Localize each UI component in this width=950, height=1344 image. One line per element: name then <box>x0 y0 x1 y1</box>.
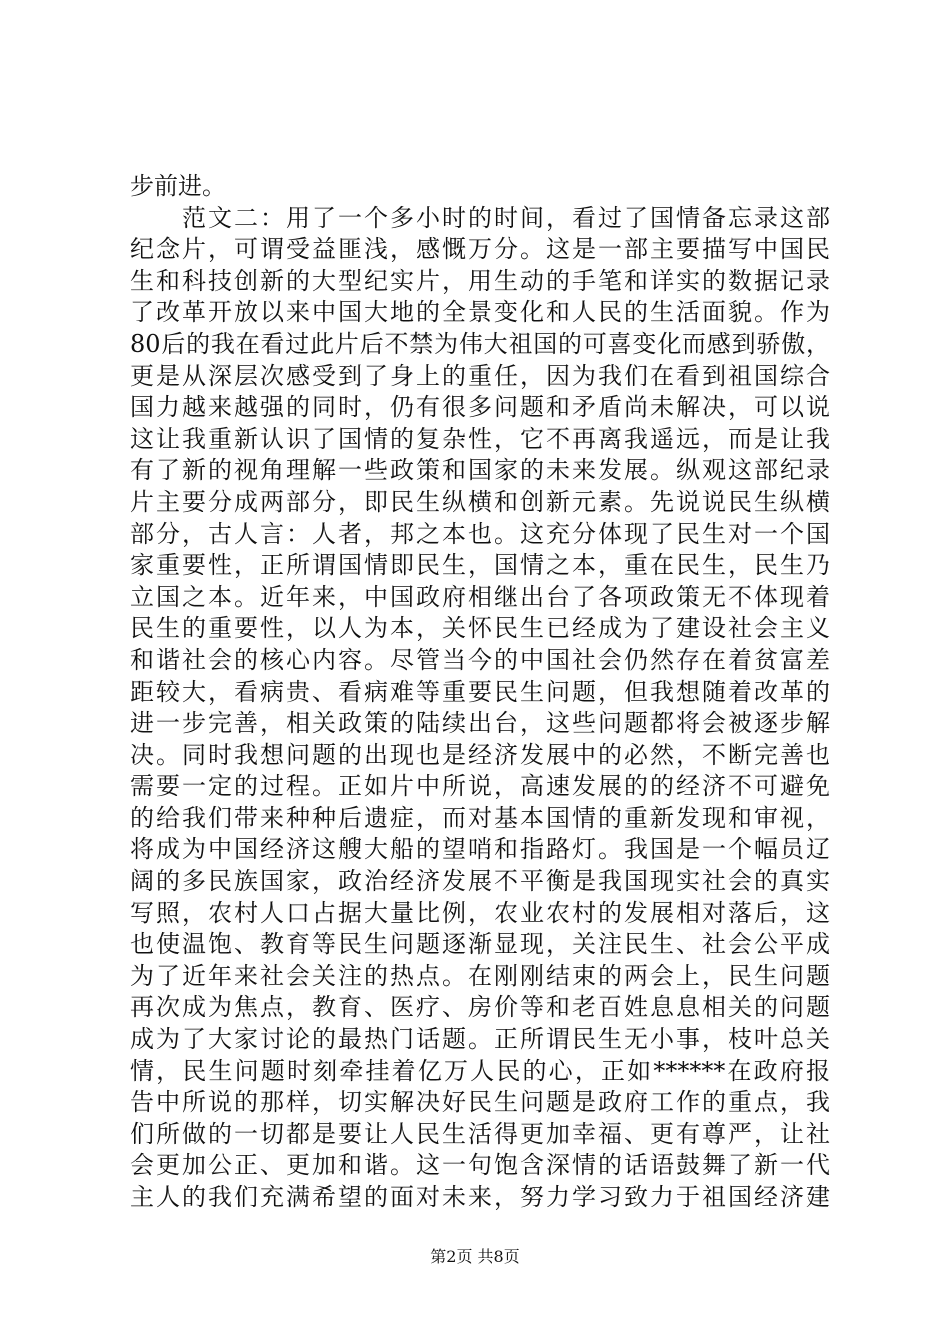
text-line: 生和科技创新的大型纪实片，用生动的手笔和详实的数据记录 <box>130 266 830 295</box>
text-line: 和谐社会的核心内容。尽管当今的中国社会仍然存在着贫富差 <box>130 645 830 674</box>
text-line: 民生的重要性，以人为本，关怀民生已经成为了建设社会主义 <box>130 614 830 643</box>
body-text <box>130 171 830 1214</box>
text-line: 情，民生问题时刻牵挂着亿万人民的心，正如******在政府报 <box>130 1056 830 1085</box>
text-line: 这让我重新认识了国情的复杂性，它不再离我遥远，而是让我 <box>130 424 830 453</box>
text-line: 纪念片，可谓受益匪浅，感慨万分。这是一部主要描写中国民 <box>130 235 830 264</box>
text-line: 需要一定的过程。正如片中所说，高速发展的的经济不可避免 <box>130 772 830 801</box>
text-line: 80后的我在看过此片后不禁为伟大祖国的可喜变化而感到骄傲， <box>130 329 830 358</box>
text-line: 步前进。 <box>130 172 226 200</box>
text-line: 告中所说的那样，切实解决好民生问题是政府工作的重点，我 <box>130 1088 830 1117</box>
text-line: 们所做的一切都是要让人民生活得更加幸福、更有尊严，让社 <box>130 1119 830 1148</box>
text-line: 进一步完善，相关政策的陆续出台，这些问题都将会被逐步解 <box>130 709 830 738</box>
text-line: 决。同时我想问题的出现也是经济发展中的必然，不断完善也 <box>130 740 830 769</box>
text-line: 也使温饱、教育等民生问题逐渐显现，关注民生、社会公平成 <box>130 930 830 959</box>
text-line: 会更加公正、更加和谐。这一句饱含深情的话语鼓舞了新一代 <box>130 1151 830 1180</box>
text-line: 更是从深层次感受到了身上的重任，因为我们在看到祖国综合 <box>130 361 830 390</box>
text-line: 阔的多民族国家，政治经济发展不平衡是我国现实社会的真实 <box>130 867 830 896</box>
text-line: 为了近年来社会关注的热点。在刚刚结束的两会上，民生问题 <box>130 961 830 990</box>
text-line: 家重要性，正所谓国情即民生，国情之本，重在民生，民生乃 <box>130 551 830 580</box>
text-line: 成为了大家讨论的最热门话题。正所谓民生无小事，枝叶总关 <box>130 1025 830 1054</box>
text-line: 片主要分成两部分，即民生纵横和创新元素。先说说民生纵横 <box>130 487 830 516</box>
text-line: 再次成为焦点，教育、医疗、房价等和老百姓息息相关的问题 <box>130 993 830 1022</box>
text-line: 国力越来越强的同时，仍有很多问题和矛盾尚未解决，可以说 <box>130 393 830 422</box>
text-line: 主人的我们充满希望的面对未来，努力学习致力于祖国经济建 <box>130 1183 830 1211</box>
text-line: 部分，古人言：人者，邦之本也。这充分体现了民生对一个国 <box>130 519 830 548</box>
text-line: 将成为中国经济这艘大船的望哨和指路灯。我国是一个幅员辽 <box>130 835 830 864</box>
text-line: 了改革开放以来中国大地的全景变化和人民的生活面貌。作为 <box>130 298 830 327</box>
text-line: 范文二：用了一个多小时的时间，看过了国情备忘录这部 <box>130 203 830 232</box>
text-line: 距较大，看病贵、看病难等重要民生问题，但我想随着改革的 <box>130 677 830 706</box>
text-line: 有了新的视角理解一些政策和国家的未来发展。纵观这部纪录 <box>130 456 830 485</box>
page-footer: 第2页 共8页 <box>430 1247 520 1266</box>
text-line: 的给我们带来种种后遗症，而对基本国情的重新发现和审视， <box>130 803 830 832</box>
text-line: 写照，农村人口占据大量比例，农业农村的发展相对落后，这 <box>130 898 830 927</box>
text-line: 立国之本。近年来，中国政府相继出台了各项政策无不体现着 <box>130 582 830 611</box>
